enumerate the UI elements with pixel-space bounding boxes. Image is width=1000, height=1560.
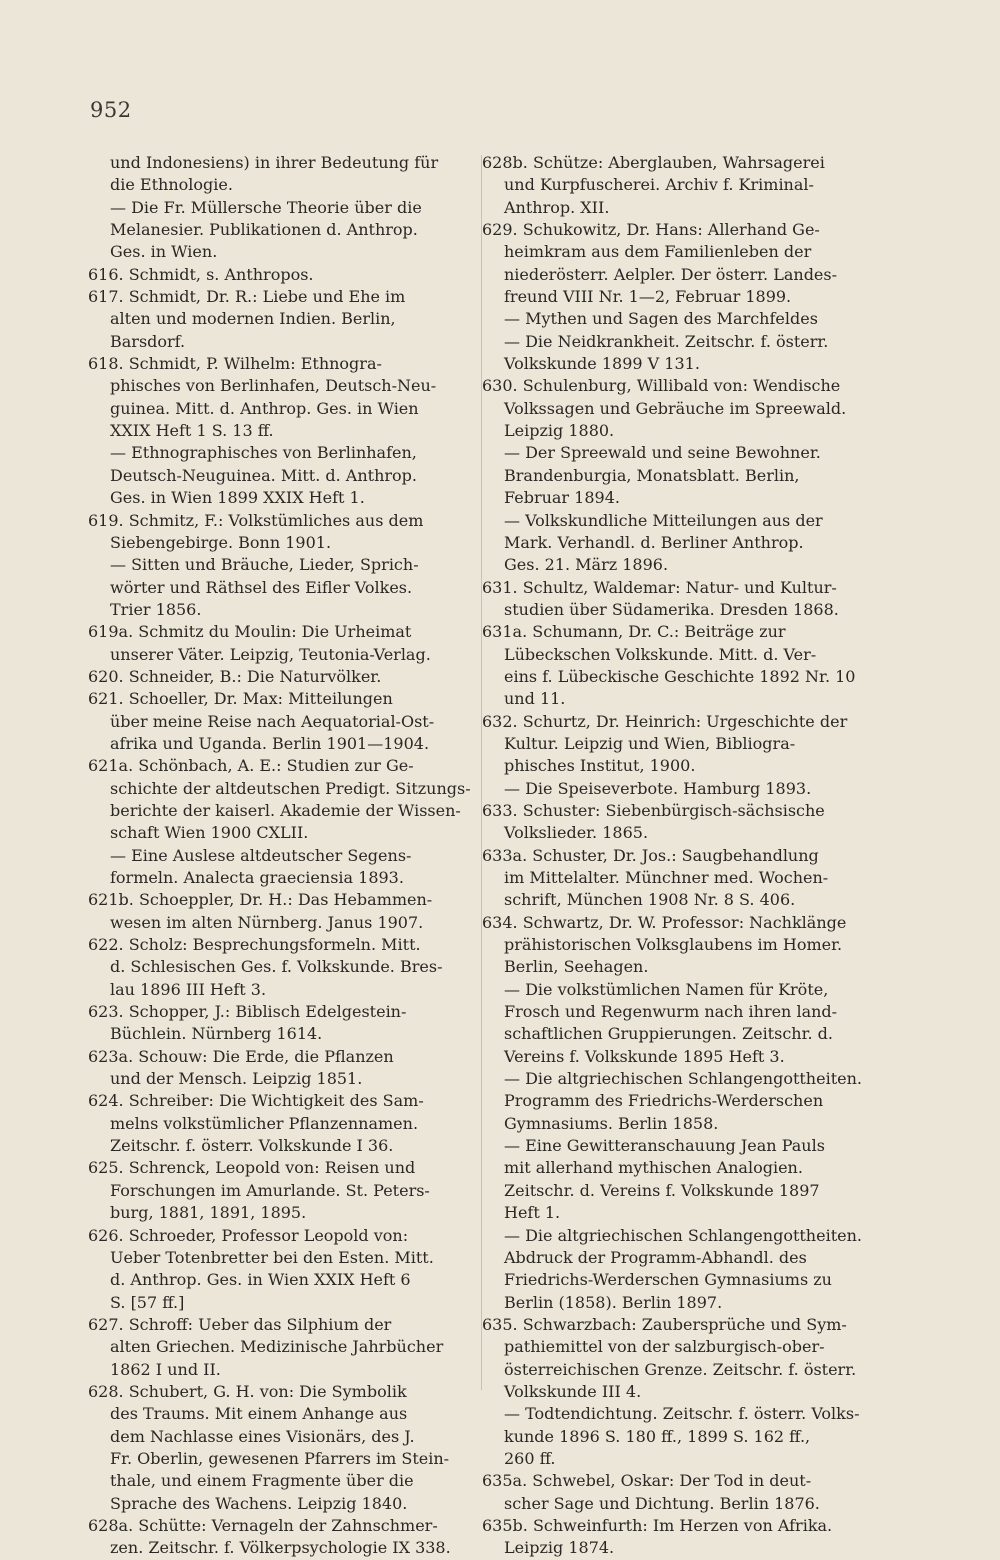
text-line: 618. Schmidt, P. Wilhelm: Ethnogra- [88, 354, 382, 374]
right-column [482, 152, 880, 1560]
text-line: — Die altgriechischen Schlangengottheiten. [504, 1069, 862, 1089]
text-line: guinea. Mitt. d. Anthrop. Ges. in Wien [110, 398, 419, 418]
text-line: 260 ff. [504, 1448, 556, 1468]
text-line: 632. Schurtz, Dr. Heinrich: Urgeschichte der [482, 711, 848, 731]
text-line: Volkslieder. 1865. [504, 823, 649, 843]
text-line: Mark. Verhandl. d. Berliner Anthrop. [504, 532, 804, 552]
text-line: im Mittelalter. Münchner med. Wochen- [504, 868, 829, 887]
text-line: Ges. in Wien. [110, 242, 218, 262]
left-column [88, 152, 488, 1560]
text-line: — Eine Gewitteranschauung Jean Pauls [504, 1136, 825, 1156]
text-line: 620. Schneider, B.: Die Naturvölker. [88, 666, 382, 686]
text-line: die Ethnologie. [110, 175, 233, 195]
text-line: 631a. Schumann, Dr. C.: Beiträge zur [482, 622, 786, 642]
text-line: Volkskunde III 4. [504, 1381, 642, 1401]
text-line: Trier 1856. [110, 599, 202, 619]
text-line: Büchlein. Nürnberg 1614. [110, 1024, 323, 1044]
text-line: Lübeckschen Volkskunde. Mitt. d. Ver- [504, 644, 817, 664]
text-line: Anthrop. XII. [504, 197, 610, 217]
text-line: freund VIII Nr. 1—2, Februar 1899. [504, 287, 792, 307]
text-line: und 11. [504, 689, 566, 709]
text-line: wesen im alten Nürnberg. Janus 1907. [110, 912, 424, 932]
text-line: Abdruck der Programm-Abhandl. des [504, 1247, 807, 1267]
text-line: formeln. Analecta graeciensia 1893. [110, 868, 404, 887]
text-line: prähistorischen Volksglaubens im Homer. [504, 935, 843, 955]
text-line: 622. Scholz: Besprechungsformeln. Mitt. [88, 935, 421, 955]
text-line: thale, und einem Fragmente über die [110, 1471, 414, 1491]
text-line: über meine Reise nach Aequatorial-Ost- [110, 711, 435, 731]
text-line: Heft 1. [504, 1203, 561, 1223]
text-line: Volkskunde 1899 V 131. [504, 354, 700, 374]
text-line: berichte der kaiserl. Akademie der Wissen- [110, 800, 461, 820]
text-line: Zeitschr. f. österr. Volkskunde I 36. [110, 1136, 394, 1156]
text-line: Fr. Oberlin, gewesenen Pfarrers im Stein- [110, 1448, 450, 1468]
text-line: — Volkskundliche Mitteilungen aus der [504, 510, 823, 530]
text-line: d. Schlesischen Ges. f. Volkskunde. Bres- [110, 957, 443, 977]
text-line: Leipzig 1880. [504, 421, 615, 441]
text-line: 627. Schroff: Ueber das Silphium der [88, 1314, 392, 1334]
text-line: wörter und Räthsel des Eifler Volkes. [110, 577, 413, 597]
text-line: XXIX Heft 1 S. 13 ff. [110, 421, 274, 441]
text-line: 1862 I und II. [110, 1359, 221, 1379]
text-line: 621. Schoeller, Dr. Max: Mitteilungen [88, 689, 393, 709]
text-line: — Der Spreewald und seine Bewohner. [504, 443, 821, 463]
text-line: schichte der altdeutschen Predigt. Sitzungs- [110, 778, 471, 798]
text-line: alten Griechen. Medizinische Jahrbücher [110, 1337, 444, 1357]
text-line: 625. Schrenck, Leopold von: Reisen und [88, 1158, 416, 1178]
text-line: 623a. Schouw: Die Erde, die Pflanzen [88, 1046, 394, 1066]
text-line: Programm des Friedrichs-Werderschen [504, 1091, 824, 1111]
text-line: Brandenburgia, Monatsblatt. Berlin, [504, 465, 800, 485]
text-line: Friedrichs-Werderschen Gymnasiums zu [504, 1270, 832, 1290]
text-line: Barsdorf. [110, 331, 186, 351]
text-line: 634. Schwartz, Dr. W. Professor: Nachklänge [482, 912, 847, 932]
page-number: 952 [90, 98, 132, 122]
text-line: Berlin (1858). Berlin 1897. [504, 1292, 723, 1312]
text-line: Forschungen im Amurlande. St. Peters- [110, 1180, 430, 1200]
text-line: heimkram aus dem Familienleben der [504, 242, 812, 262]
text-line: und Indonesiens) in ihrer Bedeutung für [110, 153, 439, 172]
text-line: Frosch und Regenwurm nach ihren land- [504, 1002, 838, 1022]
text-line: — Die altgriechischen Schlangengottheiten. [504, 1225, 862, 1245]
text-line: 635b. Schweinfurth: Im Herzen von Afrika. [482, 1515, 833, 1535]
text-line: niederösterr. Aelpler. Der österr. Landes- [504, 264, 838, 284]
text-line: Ueber Totenbretter bei den Esten. Mitt. [110, 1247, 434, 1267]
text-line: 623. Schopper, J.: Biblisch Edelgestein- [88, 1002, 407, 1022]
text-line: 626. Schroeder, Professor Leopold von: [88, 1225, 409, 1245]
text-line: und der Mensch. Leipzig 1851. [110, 1069, 363, 1089]
text-line: Zeitschr. d. Vereins f. Volkskunde 1897 [504, 1180, 820, 1200]
text-line: burg, 1881, 1891, 1895. [110, 1203, 307, 1223]
text-line: Ges. 21. März 1896. [504, 555, 669, 575]
text-line: — Eine Auslese altdeutscher Segens- [110, 845, 412, 865]
text-line: Melanesier. Publikationen d. Anthrop. [110, 220, 418, 240]
text-line: mit allerhand mythischen Analogien. [504, 1158, 803, 1178]
text-line: Leipzig 1874. [504, 1538, 615, 1558]
text-line: Sprache des Wachens. Leipzig 1840. [110, 1493, 408, 1513]
text-line: pathiemittel von der salzburgisch-ober- [504, 1337, 825, 1357]
text-line: d. Anthrop. Ges. in Wien XXIX Heft 6 [110, 1270, 411, 1290]
text-line: Februar 1894. [504, 488, 620, 508]
text-line: 628b. Schütze: Aberglauben, Wahrsagerei [482, 153, 825, 172]
text-line: — Ethnographisches von Berlinhafen, [110, 443, 417, 463]
text-line: 624. Schreiber: Die Wichtigkeit des Sam- [88, 1091, 424, 1111]
text-line: studien über Südamerika. Dresden 1868. [504, 599, 839, 619]
text-line: Volkssagen und Gebräuche im Spreewald. [504, 398, 847, 418]
text-line: — Die Fr. Müllersche Theorie über die [110, 197, 422, 217]
text-line: 633a. Schuster, Dr. Jos.: Saugbehandlung [482, 845, 819, 865]
text-line: dem Nachlasse eines Visionärs, des J. [110, 1426, 415, 1446]
text-line: 630. Schulenburg, Willibald von: Wendische [482, 376, 841, 396]
text-line: alten und modernen Indien. Berlin, [110, 309, 396, 329]
text-line: — Sitten und Bräuche, Lieder, Sprich- [110, 555, 419, 575]
text-line: österreichischen Grenze. Zeitschr. f. österr. [504, 1359, 857, 1379]
text-line: schaft Wien 1900 CXLII. [110, 823, 309, 843]
text-line: 629. Schukowitz, Dr. Hans: Allerhand Ge- [482, 220, 820, 240]
text-line: melns volkstümlicher Pflanzennamen. [110, 1113, 419, 1133]
text-line: phisches von Berlinhafen, Deutsch-Neu- [110, 376, 437, 396]
text-line: Gymnasiums. Berlin 1858. [504, 1113, 719, 1133]
text-line: und Kurpfuscherei. Archiv f. Kriminal- [504, 175, 814, 195]
text-line: phisches Institut, 1900. [504, 756, 696, 776]
text-line: Kultur. Leipzig und Wien, Bibliogra- [504, 733, 796, 753]
text-line: Deutsch-Neuguinea. Mitt. d. Anthrop. [110, 465, 417, 485]
text-line: 633. Schuster: Siebenbürgisch-sächsische [482, 800, 825, 820]
text-line: 628. Schubert, G. H. von: Die Symbolik [88, 1381, 407, 1401]
text-line: 619a. Schmitz du Moulin: Die Urheimat [88, 622, 412, 642]
text-line: — Die volkstümlichen Namen für Kröte, [504, 979, 829, 999]
text-line: scher Sage und Dichtung. Berlin 1876. [504, 1493, 820, 1513]
text-line: 616. Schmidt, s. Anthropos. [88, 264, 314, 284]
text-line: 617. Schmidt, Dr. R.: Liebe und Ehe im [88, 287, 406, 307]
text-line: — Todtendichtung. Zeitschr. f. österr. Volks- [504, 1404, 860, 1424]
text-line: 635. Schwarzbach: Zaubersprüche und Sym- [482, 1314, 847, 1334]
text-line: kunde 1896 S. 180 ff., 1899 S. 162 ff., [504, 1426, 811, 1446]
text-line: Ges. in Wien 1899 XXIX Heft 1. [110, 488, 365, 508]
text-line: schrift, München 1908 Nr. 8 S. 406. [504, 890, 796, 910]
text-line: S. [57 ff.] [110, 1292, 185, 1312]
text-line: — Die Neidkrankheit. Zeitschr. f. österr. [504, 331, 829, 351]
text-line: 635a. Schwebel, Oskar: Der Tod in deut- [482, 1471, 812, 1491]
text-line: des Traums. Mit einem Anhange aus [110, 1404, 408, 1424]
text-line: unserer Väter. Leipzig, Teutonia-Verlag. [110, 644, 431, 664]
text-line: Siebengebirge. Bonn 1901. [110, 532, 332, 552]
text-line: schaftlichen Gruppierungen. Zeitschr. d. [504, 1024, 833, 1044]
text-line: 631. Schultz, Waldemar: Natur- und Kultur- [482, 577, 837, 597]
text-line: 619. Schmitz, F.: Volkstümliches aus dem [88, 510, 424, 530]
text-line: afrika und Uganda. Berlin 1901—1904. [110, 733, 430, 753]
text-line: — Mythen und Sagen des Marchfeldes [504, 309, 818, 329]
text-line: lau 1896 III Heft 3. [110, 979, 267, 999]
text-line: 628a. Schütte: Vernageln der Zahnschmer- [88, 1515, 438, 1535]
text-line: — Die Speiseverbote. Hamburg 1893. [504, 778, 812, 798]
text-line: Berlin, Seehagen. [504, 957, 649, 977]
text-line: eins f. Lübeckische Geschichte 1892 Nr. 10 [504, 666, 856, 686]
text-line: Vereins f. Volkskunde 1895 Heft 3. [504, 1046, 785, 1066]
text-line: zen. Zeitschr. f. Völkerpsychologie IX 338. [110, 1538, 451, 1558]
text-line: 621b. Schoeppler, Dr. H.: Das Hebammen- [88, 890, 433, 910]
text-line: 621a. Schönbach, A. E.: Studien zur Ge- [88, 756, 414, 776]
